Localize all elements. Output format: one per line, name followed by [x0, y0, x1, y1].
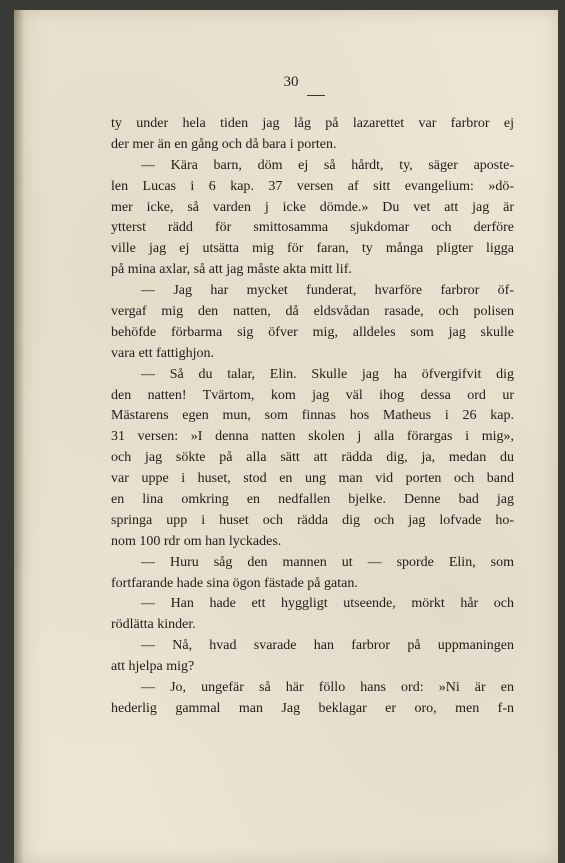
- text-line: rödlätta kinder.: [111, 617, 196, 633]
- text-line: fortfarande hade sina ögon fästade på gatan.: [111, 575, 358, 591]
- text-line: 31 versen: »I denna natten skolen j alla förargas i mig»,: [111, 429, 514, 445]
- text-line: vara ett fattighjon.: [111, 345, 215, 361]
- text-line: der mer än en gång och då bara i porten.: [111, 136, 337, 152]
- text-line: nom 100 rdr om han lyckades.: [111, 533, 282, 549]
- page-number-rule: [307, 95, 325, 96]
- text-line: — Han hade ett hyggligt utseende, mörkt hår och: [141, 596, 514, 612]
- text-line: len Lucas i 6 kap. 37 versen af sitt evangelium: »dö-: [111, 178, 514, 194]
- text-line: den natten! Tvärtom, kom jag väl ihog dessa ord ur: [111, 387, 514, 403]
- text-line: — Huru såg den mannen ut — sporde Elin, som: [141, 554, 514, 570]
- text-line: vergaf mig den natten, då eldsvådan rasade, och polisen: [111, 304, 514, 320]
- text-line: — Jag har mycket funderat, hvarföre farbror öf-: [141, 283, 514, 299]
- spine-shadow: [14, 10, 24, 863]
- text-line: hederlig gammal man Jag beklagar er oro, men f-n: [111, 700, 514, 716]
- text-line: — Jo, ungefär så här föllo hans ord: »Ni är en: [141, 680, 514, 696]
- text-line: på mina axlar, så att jag måste akta mitt lif.: [111, 262, 352, 278]
- text-line: en lina omkring en nedfallen bjelke. Denne bad jag: [111, 492, 514, 508]
- text-line: och jag sökte på alla sätt att rädda dig, ja, medan du: [111, 450, 514, 466]
- text-line: Mästarens egen mun, som finnas hos Matheus i 26 kap.: [111, 408, 514, 424]
- text-line: — Kära barn, döm ej så hårdt, ty, säger aposte-: [141, 157, 514, 173]
- text-line: behöfde förbarma sig öfver mig, alldeles som jag skulle: [111, 324, 514, 340]
- body-text: [111, 114, 514, 720]
- page-number: 30: [283, 74, 299, 90]
- text-line: mer icke, så varden j icke dömde.» Du vet att jag är: [111, 199, 514, 215]
- text-line: ville jag ej utsätta mig för faran, ty många pligter ligga: [111, 241, 514, 257]
- text-line: — Nå, hvad svarade han farbror på uppmaningen: [141, 638, 514, 654]
- text-line: springa upp i huset och rädda dig och jag lofvade ho-: [111, 512, 514, 528]
- text-line: var uppe i huset, stod en ung man vid porten och band: [111, 471, 514, 487]
- text-line: ty under hela tiden jag låg på lazarettet var farbror ej: [111, 116, 514, 131]
- text-line: ytterst rädd för smittosamma sjukdomar och derföre: [111, 220, 514, 236]
- text-line: — Så du talar, Elin. Skulle jag ha öfvergifvit dig: [141, 366, 514, 382]
- book-page: [14, 10, 558, 863]
- text-line: att hjelpa mig?: [111, 659, 195, 675]
